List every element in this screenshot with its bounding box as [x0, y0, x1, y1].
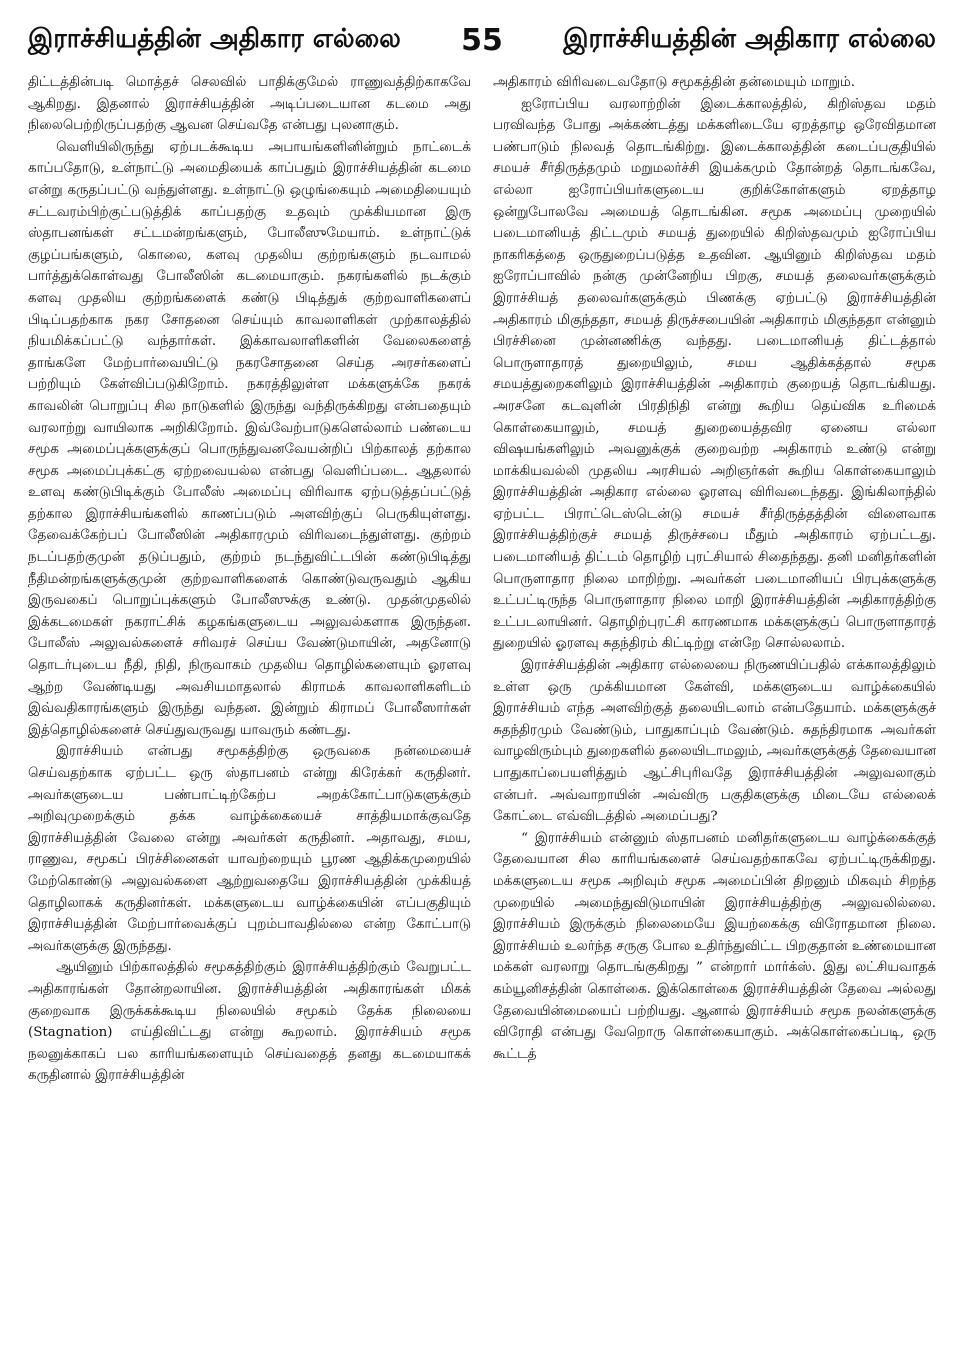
paragraph: இராச்சியத்தின் அதிகார எல்லையை நிருணயிப்பதில் எக்காலத்திலும் உள்ள ஒரு முக்கியமான கேள்வி, மக்களுடைய வாழ்க்கையில் இராச்சியம் எந்த அளவிற்குத் தலையிடலாம் என்பதேயாம். மக்களுக்குச் சுதந்திரமும் வேண்டும், பாதுகாப்பும் வேண்டும். சுதந்திரமாக அவர்கள் வாழவிரும்பும் துறைகளில் தலையிடாமலும், அவர்களுக்குத் தேவையான பாதுகாப்பையளித்தும் ஆட்சிபுரிவதே இராச்சியத்தின் அலுவலாகும் என்பர். அவ்வாறாயின் அவ்விரு பகுதிகளுக்கு மிடையே எல்லைக் கோட்டை எவ்விடத்தில் அமைப்பது? [493, 658, 936, 825]
paragraph: அதிகாரம் விரிவடைவதோடு சமூகத்தின் தன்மையும் மாறும். [493, 75, 856, 90]
right-column [493, 72, 936, 1348]
running-title-right: இராச்சியத்தின் அதிகார எல்லை [563, 23, 936, 54]
paragraph: திட்டத்தின்படி மொத்தச் செலவில் பாதிக்குமேல் ராணுவத்திற்காகவே ஆகிறது. இதனால் இராச்சியத்தின் அடிப்படையான கடமை அது நிலைபெற்றிருப்பதற்கு ஆவன செய்வதே என்பது புலனாகும். [28, 75, 471, 134]
page-header [28, 20, 936, 60]
paragraph: “ இராச்சியம் என்னும் ஸ்தாபனம் மனிதர்களுடைய வாழ்க்கைக்குத் தேவையான சில காரியங்களைச் செய்வதற்காகவே ஏற்பட்டிருக்கிறது. மக்களுடைய சமூக அறிவும் சமூக அமைப்பின் திறனும் மிகவும் சிறந்த முறையில் அமைந்துவிடுமாயின் இராச்சியத்திற்கு அலுவலில்லை. இராச்சியம் இருக்கும் நிலைமையே இயற்கைக்கு விரோதமான நிலை. இராச்சியம் உலர்ந்த சருகு போல உதிர்ந்துவிட்ட பிறகுதான் உண்மையான மக்கள் வரலாறு தொடங்குகிறது ” என்றார் மார்க்ஸ். இது லட்சியவாதக் கம்யூனிசத்தின் கொள்கை. இக்கொள்கை இராச்சியத்தின் தேவை அல்லது தேவையின்மையைப் பற்றியது. ஆனால் இராச்சியம் சமூக நலன்களுக்கு விரோதி என்பது வேறொரு கொள்கையாகும். அக்கொள்கைப்படி, ஒரு கூட்டத் [493, 830, 936, 1062]
running-title-left: இராச்சியத்தின் அதிகார எல்லை [28, 23, 401, 54]
text-body [28, 72, 936, 1348]
left-column [28, 72, 471, 1348]
paragraph: ஆயினும் பிற்காலத்தில் சமூகத்திற்கும் இராச்சியத்திற்கும் வேறுபட்ட அதிகாரங்கள் தோன்றலாயின. இராச்சியத்தின் அதிகாரங்கள் மிகக் குறைவாக இருக்கக்கூடிய நிலையில் சமூகம் தேக்க நிலையை (Stagnation) எய்திவிட்டது என்று கூறலாம். இராச்சியம் சமூக நலனுக்காகப் பல காரியங்களையும் செய்வதைத் தனது கடமையாகக் கருதினால் இராச்சியத்தின் [28, 960, 471, 1084]
paragraph: இராச்சியம் என்பது சமூகத்திற்கு ஒருவகை நன்மையைச் செய்வதற்காக ஏற்பட்ட ஒரு ஸ்தாபனம் என்று கிரேக்கர் கருதினர். அவர்களுடைய பண்பாட்டிற்கேற்ப அறக்கோட்பாடுகளுக்கும் அறிவுமுறைக்கும் தக்க வாழ்க்கையைச் சாத்தியமாக்குவதே இராச்சியத்தின் வேலை என்று அவர்கள் கருதினர். அதாவது, சமய, ராணுவ, சமூகப் பிரச்சினைகள் யாவற்றையும் பூரண ஆதிக்கமுறையில் மேற்கொண்டு அலுவல்களை ஆற்றுவதையே இராச்சியத்தின் முக்கியத் தொழிலாகக் கருதினர்கள். மக்களுடைய வாழ்க்கையின் எப்பகுதியும் இராச்சியத்தின் மேற்பார்வைக்குப் புறம்பாவதில்லை என்ற கோட்பாடு அவர்களுக்கு இருந்தது. [28, 744, 471, 954]
paragraph: ஐரோப்பிய வரலாற்றின் இடைக்காலத்தில், கிறிஸ்தவ மதம் பரவிவந்த போது அக்கண்டத்து மக்களிடையே ஏறத்தாழ ஒரேவிதமான பண்பாடும் நிலவத் தொடங்கிற்று. இடைக்காலத்தின் கடைப்பகுதியில் சமயச் சீர்திருத்தமும் மறுமலர்ச்சி இயக்கமும் தோன்றத் தொடங்கவே, எல்லா ஐரோப்பியர்களுடைய குறிக்கோள்களும் ஏறத்தாழ ஒன்றுபோலவே அமையத் தொடங்கின. சமூக அமைப்பு முறையில் படைமானியத் திட்டமும் சமயத் துறையில் கிறிஸ்தவமும் ஐரோப்பிய நாகரிகத்தை ஒருதுறைப்படுத்த உதவின. ஆயினும் கிறிஸ்தவ மதம் ஐரோப்பாவில் நன்கு முன்னேறிய பிறகு, சமயத் தலைவர்களுக்கும் இராச்சியத் தலைவர்களுக்கும் பிணக்கு ஏற்பட்டு இராச்சியத்தின் அதிகாரம் மிகுந்ததா, சமயத் திருச்சபையின் அதிகாரம் மிகுந்ததா என்னும் பிரச்சினை முன்னணிக்கு வந்தது. படைமானியத் திட்டத்தால் பொருளாதாரத் துறையிலும், சமய ஆதிக்கத்தால் சமூக சமயத்துறைகளிலும் இராச்சியத்தின் அதிகாரம் குறையத் தொடங்கியது. அரசனே கடவுளின் பிரதிநிதி என்று கூறிய தெய்விக உரிமைக் கொள்கையாலும், சமயத் துறையைத்தவிர ஏனைய எல்லா விஷயங்களிலும் அவனுக்குக் குறைவற்ற அதிகாரம் உண்டு என்று மாக்கியவல்லி முதலிய அரசியல் அறிஞர்கள் கூறிய கொள்கையாலும் இராச்சியத்தின் அதிகார எல்லை ஓரளவு விரிவடைந்தது. இங்கிலாந்தில் ஏற்பட்ட பிராட்டெஸ்டென்டு சமயச் சீர்திருத்தத்தின் விளைவாக இராச்சியத்திற்குச் சமயத் திருச்சபை மீதும் அதிகாரம் ஏற்பட்டது. படைமானியத் திட்டம் தொழிற் புரட்சியால் சிதைந்தது. தனி மனிதர்களின் பொருளாதார நிலை மாறிற்று. அவர்கள் படைமானியப் பிரபுக்களுக்கு உட்பட்டிருந்த பொருளாதார நிலை மாறி இராச்சியத்தின் அதிகாரத்திற்கு உட்படலாயினர். தொழிற்புரட்சி காரணமாக மக்களுக்குப் பொருளாதாரத் துறையில் ஓரளவு சுதந்திரம் கிட்டிற்று என்றே சொல்லலாம். [493, 96, 936, 652]
paragraph: வெளியிலிருந்து ஏற்படக்கூடிய அபாயங்களினின்றும் நாட்டைக் காப்பதோடு, உள்நாட்டு அமைதியைக் காப்பதும் இராச்சியத்தின் கடமை என்று கருதப்பட்டு வந்துள்ளது. உள்நாட்டு ஒழுங்கையும் அமைதியையும் சட்டவரம்பிற்குட்படுத்திக் காப்பதற்கு உதவும் முக்கியமான இரு ஸ்தாபனங்கள் சட்டமன்றங்களும், போலீஸுமேயாம். உள்நாட்டுக் குழப்பங்களும், கொலை, களவு முதலிய குற்றங்களும் நடவாமல் பார்த்துக்கொள்வது போலீஸின் கடமையாகும். நகரங்களில் நடக்கும் களவு முதலிய குற்றங்களைக் கண்டு பிடித்துக் குற்றவாளிகளைப் பிடிப்பதற்காக நகர சோதனை செய்யும் காவலாளிகள் முற்காலத்தில் நியமிக்கப்பட்டு வந்தார்கள். இக்காவலாளிகளின் வேலைகளைத் தாங்களே மேற்பார்வையிட்டு நகரசோதனை செய்த அரசர்களைப் பற்றியும் கேள்விப்படுகிறோம். நகரத்திலுள்ள மக்களுக்கே நகரக் காவலின் பொறுப்பு சில நாடுகளில் இருந்து வந்திருக்கிறது என்பதையும் வரலாற்று வாயிலாக அறிகிறோம். இவ்வேற்பாடுகளெல்லாம் பண்டைய சமூக அமைப்புக்களுக்குப் பொருந்துவனவேயன்றிப் பிற்காலத் தற்கால சமூக அமைப்புக்கட்கு ஏற்றவையல்ல என்பது வெளிப்படை. ஆதலால் உளவு கண்டுபிடிக்கும் போலீஸ் அமைப்பு விரிவாக ஏற்படுத்தப்பட்டுத் தற்கால இராச்சியங்களில் காணப்படும் அளவிற்குப் பெருகியுள்ளது. தேவைக்கேற்பப் போலீஸின் அதிகாரமும் விரிவடைந்துள்ளது. குற்றம் நடப்பதற்குமுன் தடுப்பதும், குற்றம் நடந்துவிட்டபின் கண்டுபிடித்து நீதிமன்றங்களுக்குமுன் குற்றவாளிகளைக் கொண்டுவருவதும் ஆகிய இருவகைப் பொறுப்புக்களும் போலீஸுக்கு உண்டு. முதன்முதலில் இக்கடமைகள் நகராட்சிக் கழகங்களுடைய அலுவல்களாக இருந்தன. போலீஸ் அலுவல்களைச் சரிவரச் செய்ய வேண்டுமாயின், அதனோடு தொடர்புடைய நீதி, நிதி, நிருவாகம் முதலிய தொழில்களையும் ஓரளவு ஆற்ற வேண்டியது அவசியமாதலால் கிராமக் காவலாளிகளிடம் இவ்வதிகாரங்களும் இருந்து வந்தன. இன்றும் கிராமப் போலீஸார்கள் இத்தொழில்களைச் செய்துவருவது யாவரும் கண்டது. [28, 139, 471, 738]
page-number: 55 [461, 22, 503, 58]
